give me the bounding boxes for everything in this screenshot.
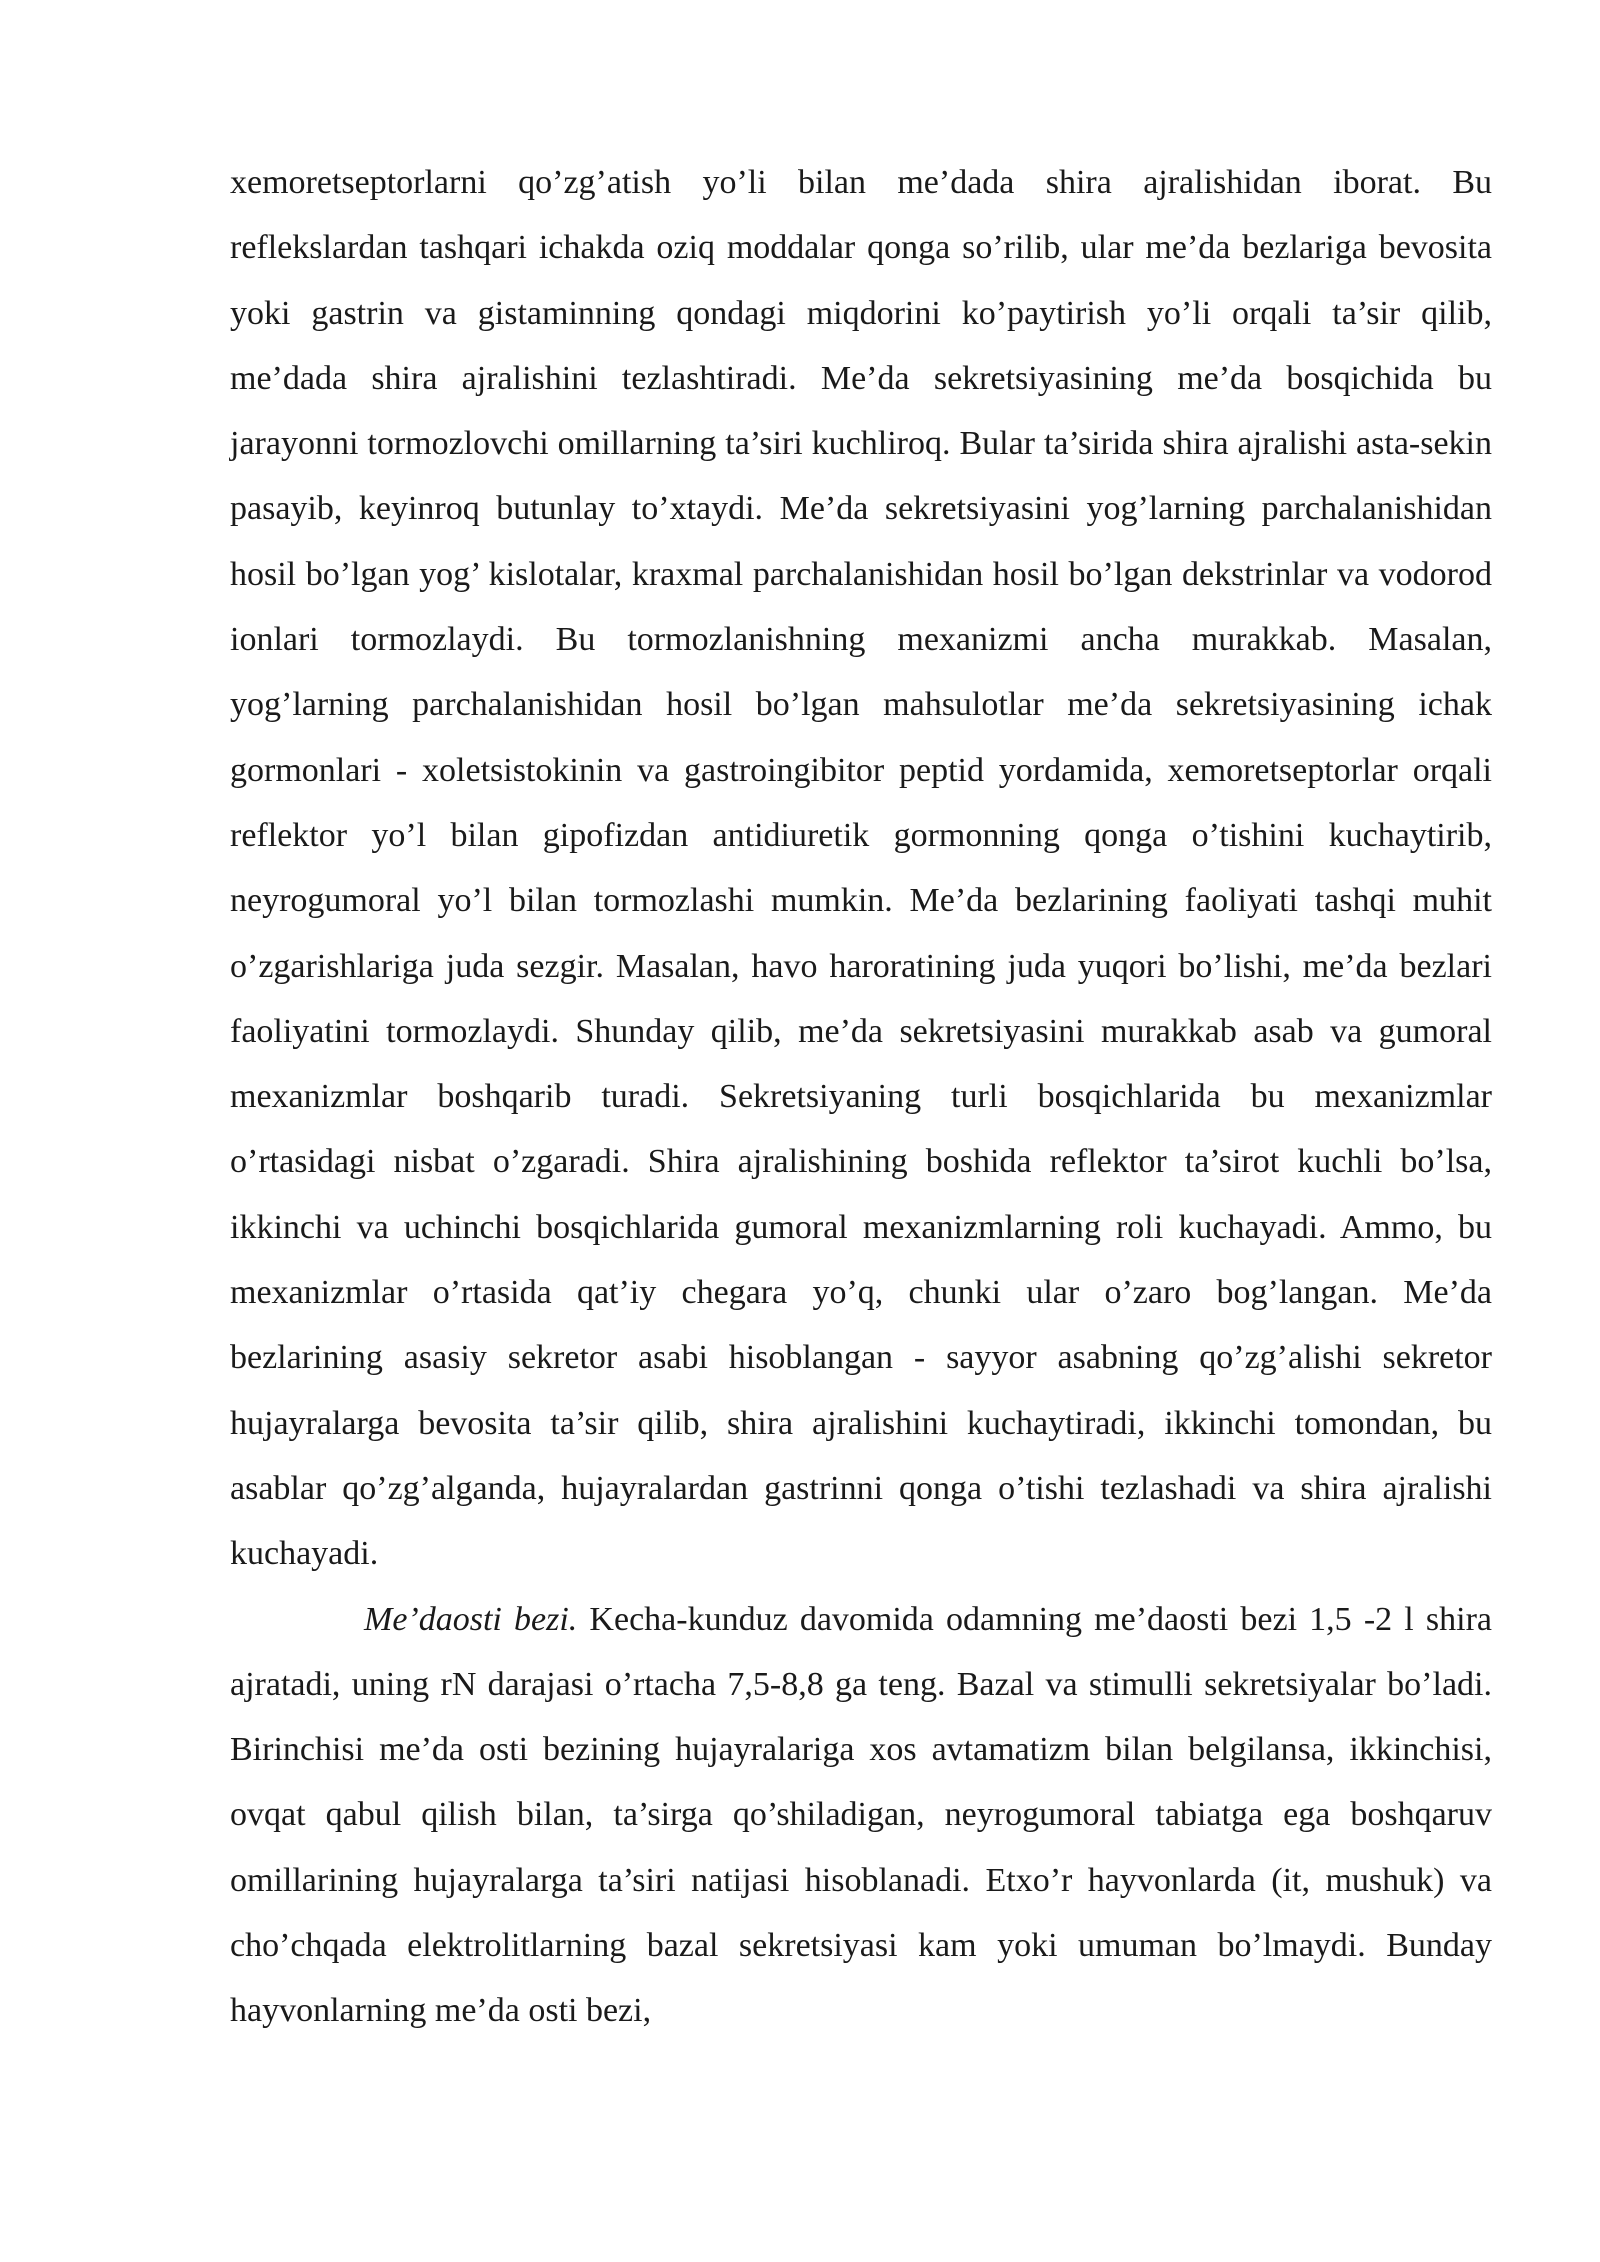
document-body (230, 150, 1492, 2044)
paragraph-pancreas (230, 1587, 1492, 2044)
paragraph-digestion-regulation: xemoretseptorlarni qo’zg’atish yo’li bilan me’dada shira ajralishidan iborat. Bu reflekslardan tashqari ichakda oziq moddalar qonga so’rilib, ular me’da bezlariga bevosita yoki gastrin va gistaminning qondagi miqdorini ko’paytirish yo’li orqali ta’sir qilib, me’dada shira ajralishini tezlashtiradi. Me’da sekretsiyasining me’da bosqichida bu jarayonni tormozlovchi omillarning ta’siri kuchliroq. Bular ta’sirida shira ajralishi asta-sekin pasayib, keyinroq butunlay to’xtaydi. Me’da sekretsiyasini yog’larning parchalanishidan hosil bo’lgan yog’ kislotalar, kraxmal parchalanishidan hosil bo’lgan dekstrinlar va vodorod ionlari tormozlaydi. Bu tormozlanishning mexanizmi ancha murakkab. Masalan, yog’larning parchalanishidan hosil bo’lgan mahsulotlar me’da sekretsiyasining ichak gormonlari - xoletsistokinin va gastroingibitor peptid yordamida, xemoretseptorlar orqali reflektor yo’l bilan gipofizdan antidiuretik gormonning qonga o’tishini kuchaytirib, neyrogumoral yo’l bilan tormozlashi mumkin. Me’da bezlarining faoliyati tashqi muhit o’zgarishlariga juda sezgir. Masalan, havo haroratining juda yuqori bo’lishi, me’da bezlari faoliyatini tormozlaydi. Shunday qilib, me’da sekretsiyasini murakkab asab va gumoral mexanizmlar boshqarib turadi. Sekretsiyaning turli bosqichlarida bu mexanizmlar o’rtasidagi nisbat o’zgaradi. Shira ajralishining boshida reflektor ta’sirot kuchli bo’lsa, ikkinchi va uchinchi bosqichlarida gumoral mexanizmlarning roli kuchayadi. Ammo, bu mexanizmlar o’rtasida qat’iy chegara yo’q, chunki ular o’zaro bog’langan. Me’da bezlarining asasiy sekretor asabi hisoblangan - sayyor asabning qo’zg’alishi sekretor hujayralarga bevosita ta’sir qilib, shira ajralishini kuchaytiradi, ikkinchi tomondan, bu asablar qo’zg’alganda, hujayralardan gastrinni qonga o’tishi tezlashadi va shira ajralishi kuchayadi. (230, 164, 1492, 1573)
paragraph-pancreas-text: Kecha-kunduz davomida odamning me’daosti bezi 1,5 -2 l shira ajratadi, uning rN darajasi o’rtacha 7,5-8,8 ga teng. Bazal va stimulli sekretsiyalar bo’ladi. Birinchisi me’da osti bezining hujayralariga xos avtamatizm bilan belgilansa, ikkinchisi, ovqat qabul qilish bilan, ta’sirga qo’shiladigan, neyrogumoral tabiatga ega boshqaruv omillarining hujayralarga ta’siri natijasi hisoblanadi. Etxo’r hayvonlarda (it, mushuk) va cho’chqada elektrolitlarning bazal sekretsiyasi kam yoki umuman bo’lmaydi. Bunday hayvonlarning me’da osti bezi, (230, 1600, 1492, 2030)
section-title-pancreas: Me’daosti bezi. (364, 1600, 578, 1638)
